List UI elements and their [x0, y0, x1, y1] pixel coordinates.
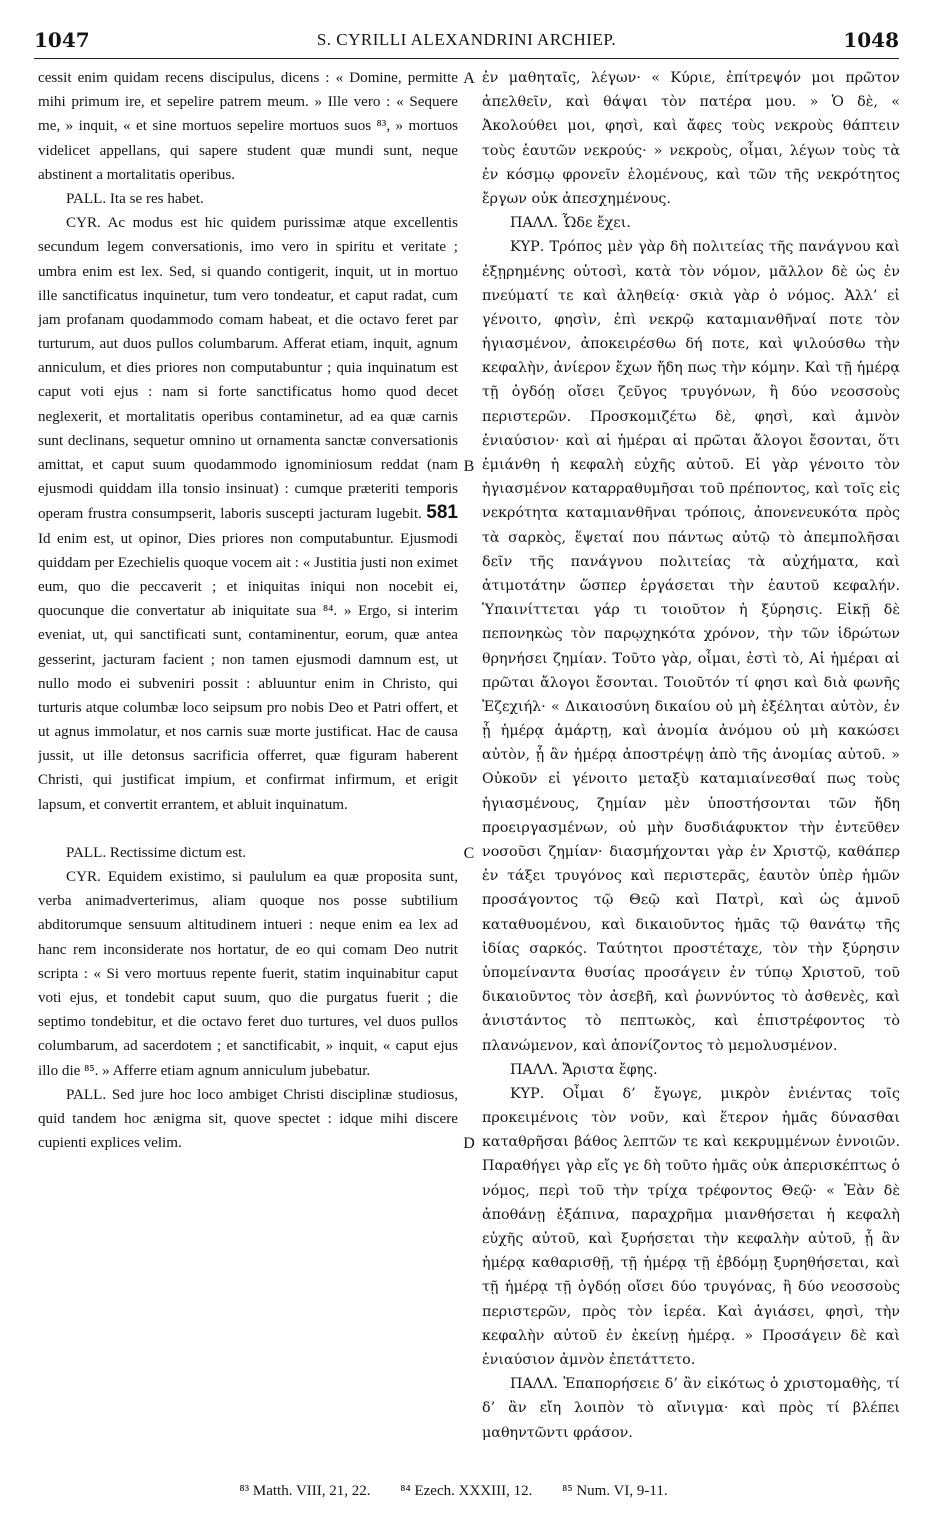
- latin-paragraph: [38, 187, 458, 211]
- latin-paragraph: [38, 841, 458, 865]
- latin-paragraph: [38, 211, 458, 817]
- speech-text: Ὧδε ἔχει.: [562, 215, 631, 232]
- margin-letter-c: C: [463, 845, 475, 862]
- speaker-label: ΠΑΛΛ.: [510, 215, 558, 232]
- page-number-right: 1048: [843, 28, 899, 52]
- speech-text: Ἄριστα ἔφης.: [562, 1061, 658, 1078]
- speech-text: Τρόπος μὲν γὰρ δὴ πολιτείας τῆς πανάγνου καὶ ἐξῃρημένης οὑτοσὶ, κατὰ τὸν νόμον, μᾶλλον δὲ ὡς ἐν πνεύματί τε καὶ ἀληθείᾳ· σκιὰ γὰρ ὁ νόμος. Ἀλλ’ εἰ γένοιτο, φησὶν, ἐπὶ νεκρῷ καταμιανθῆναί ποτε τὸν ἡγιασμένον, ἀποκειρέσθω δή ποτε, καὶ ψιλούσθω τὴν κεφαλὴν, ἀνίερον ἔχων ἤδη πως τὴν κόμην. Καὶ τῇ ἡμέρᾳ τῇ ὀγδόῃ οἴσει ζεῦγος τρυγόνων, ἢ δύο νεοσσοὺς περιστερῶν. Προσκομιζέτω δὲ, φησὶ, καὶ ἀμνὸν ἐνιαύσιον· καὶ αἱ ἡμέραι αἱ πρῶται ἄλογοι ἔσονται, ὅτι ἐμιάνθη ἡ κεφαλὴ εὐχῆς αὐτοῦ. Εἰ γὰρ γένοιτο τὸν ἡγιασμένον καταρραθυμῆσαι τοῦ πρέποντος, καὶ τοῖς εἰς νεκρότητα καταμιανθῆναι τρόποις, ἀπονενευκότα πρὸς τὰ σαρκὸς, ἕψεταί που πάντως αὐτῷ τὸ ἀπεμπολῆσαι δεῖν τῆς πανάγνου πολιτείας τὰ αὐχήματα, καὶ ἀτιμοτάτην ὥσπερ ἐργάσεται τὴν ἑαυτοῦ κεφαλήν. Ὑπαινίττεται γάρ τι τοιοῦτον ἡ ξύρησις. Εἰκῇ δὲ πεπονηκὼς τὸν παρῳχηκότα χρόνον, τὴν τῶν ἱδρώτων θρηνήσει ζημίαν. Τοῦτο γὰρ, οἶμαι, ἐστὶ τὸ, Αἱ ἡμέραι αἱ πρῶται ἄλογοι ἔσονται. Τοιοῦτόν τί φησι καὶ διὰ φωνῆς Ἐζεχιήλ· « Δικαιοσύνη δικαίου οὐ μὴ ἐξέληται αὐτὸν, ἐν ᾗ ἡμέρᾳ ἁμάρτῃ, καὶ ἀνομία ἀνόμου οὐ μὴ κακώσει αὐτὸν, ᾗ ἂν ἡμέρᾳ ἀποστρέψῃ ἀπὸ τῆς ἀνομίας αὐτοῦ. » Οὐκοῦν εἰ γένοιτο μεταξὺ καταμιαίνεσθαί πως τοὺς ἡγιασμένους, ζημίαν μὲν ὑποστήσονται τῶν ἤδη προειργασμένων, οὐ μὴν δυσδιάφυκτον τὴν ἐντεῦθεν νοσοῦσι ζημίαν· διασμήχονται γὰρ ἐν Χριστῷ, καθάπερ ἐν τάξει τρυγόνος καὶ περιστερᾶς, ἑαυτὸν ὑπὲρ ἡμῶν προσάγοντος τῷ Θεῷ καὶ Πατρὶ, καὶ ὡς ἀμνοῦ καταθυομένου, καὶ δικαιοῦντος ἡμᾶς τῷ θανάτῳ τῆς ἰδίας σαρκός. Ταύτητοι προστέταχε, τὸν τὴν ξύρησιν ὑπομείναντα θυσίας προσάγειν ἐν τύπῳ Χριστοῦ, τοῦ δικαιοῦντος τὸν ἀσεβῆ, καὶ ῥωννύντος τὸ ἀσθενὲς, καὶ ἀνιστάντος τὸ πεπτωκὸς, καὶ ἐπιστρέφοντος τὸ πλανώμενον, καὶ ἀπονίζοντος τὸ μεμολυσμένον.: [482, 239, 900, 1054]
- greek-paragraph: [482, 211, 900, 235]
- page-header: [34, 28, 899, 59]
- speaker-label: PALL.: [66, 1086, 107, 1103]
- speaker-label: PALL.: [66, 190, 107, 207]
- speaker-label: CYR.: [66, 215, 101, 232]
- latin-column: [38, 66, 458, 1155]
- footnotes: [60, 1483, 873, 1500]
- speech-text: Οἶμαι δ’ ἔγωγε, μικρὸν ἐνιέντας τοῖς προκειμένοις τὸν νοῦν, καὶ ἕτερον ἡμᾶς δύνασθαι καταθρῆσαι βάθος λεπτῶν τε καὶ κεκρυμμένων ἐννοιῶν. Παραθήγει γὰρ εἴς γε δὴ τοῦτο ἡμᾶς οὐκ ἀπερισκέπτως ὁ νόμος, περὶ τοῦ τὴν τρίχα τρέφοντος Θεῷ· « Ἐὰν δὲ ἀποθάνῃ ἐξάπινα, παραχρῆμα μιανθήσεται ἡ κεφαλὴ εὐχῆς αὐτοῦ, καὶ ξυρήσεται τὴν κεφαλὴν αὐτοῦ, ᾗ ἂν ἡμέρᾳ καθαρισθῇ, τῇ ἡμέρᾳ τῇ ἑβδόμῃ ξυρηθήσεται, καὶ τῇ ἡμέρᾳ τῇ ὀγδόῃ οἴσει δύο τρυγόνας, ἢ δύο νεοσσοὺς περιστερῶν, πρὸς τὸν ἱερέα. Καὶ ἁγιάσει, φησὶ, τὴν κεφαλὴν αὐτοῦ ἐν ἐκείνῃ ἡμέρᾳ. » Προσάγειν δὲ καὶ ἐνιαύσιον ἀμνὸν ἐπετάττετο.: [482, 1085, 900, 1368]
- speaker-label: ΚΥΡ.: [510, 239, 545, 256]
- page-number-left: 1047: [34, 28, 90, 52]
- speech-text: Ita se res habet.: [109, 190, 204, 207]
- speech-text: Equidem existimo, si paululum ea quæ proposita sunt, verba animadverterimus, aliam quoque nos posse subtilium abditorumque sensuum altitudinem intueri : neque enim ea lex ad hanc rem inconsiderate nos hortatur, de eo qui comam Deo nutrit scripta : « Si vero mortuus repente fuerit, statim inquinabitur caput voti ejus, et tondebit caput suum, quo die purgatus fuerit ; die septimo tondebitur, et die octavo feret duo turtures, vel duos pullos columbarum, ad sacerdotem ; et sanctificabit, » inquit, « caput ejus illo die ⁸⁵. » Afferre etiam agnum anniculum jubebatur.: [38, 869, 458, 1079]
- footnote: ⁸⁴ Ezech. XXXIII, 12.: [400, 1483, 533, 1499]
- speaker-label: ΠΑΛΛ.: [510, 1061, 558, 1078]
- latin-paragraph: [38, 865, 458, 1083]
- latin-paragraph: cessit enim quidam recens discipulus, dicens : « Domine, permitte mihi primum ire, et sepelire patrem meum. » Ille vero : « Sequere me, » inquit, « et sine mortuos sepelire mortuos suos ⁸³, » mortuos videlicet appellans, qui sapere student quæ mundi sunt, neque abstinent a mortalitatis operibus.: [38, 70, 458, 183]
- speaker-label: ΚΥΡ.: [510, 1085, 545, 1102]
- speaker-label: PALL.: [66, 844, 107, 861]
- greek-paragraph: [482, 1372, 900, 1445]
- footnote: ⁸³ Matth. VIII, 21, 22.: [239, 1483, 371, 1499]
- greek-column: [482, 66, 900, 1445]
- speech-text: Id enim est, ut opinor, Dies priores non computabuntur. Ejusmodi quiddam per Ezechielis quoque vocem ait : « Justitia justi non eximet eum, quo die peccaverit ; et iniquitas iniqui non nocebit ei, quocunque die convertatur ab iniquitate sua ⁸⁴. » Ergo, si interim eveniat, ut, qui sanctificati sunt, contaminentur, eorum, quæ antea gesserint, jacturam facient ; non tamen ejusmodi damnum est, ut nullo modo ei subveniri possit : abluuntur enim in Christo, qui turturis atque columbæ loco seipsum pro nobis Deo et Patri offert, et ut agnus immolatur, et nos carnis suæ morte justificat. Hac de causa jussit, ut ille detonsus sacrificia offerret, quæ figuram haberent Christi, qui justificat impium, et confirmat infirmum, et erigit lapsum, et convertit errantem, et abluit inquinatum.: [38, 530, 458, 813]
- speech-text: Ἐπαπορήσειε δ’ ἂν εἰκότως ὁ χριστομαθὴς, τί δ’ ἂν εἴη λοιπὸν τὸ αἴνιγμα· καὶ πρὸς τί βλέπει μαθηντῶντι φράσον.: [482, 1376, 900, 1441]
- speaker-label: ΠΑΛΛ.: [510, 1376, 558, 1393]
- speaker-label: CYR.: [66, 869, 101, 885]
- footnote: ⁸⁵ Num. VI, 9-11.: [562, 1483, 668, 1499]
- speech-text: Sed jure hoc loco ambiget Christi disciplinæ studiosus, quid tandem hoc ænigma sit, quove spectet : idque mihi discere cupienti explices velim.: [38, 1086, 458, 1152]
- speech-text: Rectissime dictum est.: [109, 844, 247, 861]
- latin-paragraph: [38, 1083, 458, 1156]
- speech-text: Ac modus est hic quidem purissimæ atque excellentis secundum legem conversationis, imo vero in spiritu et veritate ; umbra enim est lex. Sed, si quando contigerit, inquit, ut in mortuo ille sanctificatus inquinetur, tum vero tondeatur, et caput radat, cum jam profanam quodammodo comam habeat, et die octavo feret par turturum, aut duos pullos columbarum. Afferat etiam, inquit, agnum anniculum, et dies priores non computabuntur ; quia inquinatum est caput voti ejus : nam si forte sanctificatus homo quod decet neglexerit, et mortalitatis operibus contaminetur, ad ea quæ carnis sunt declinans, sequetur omnino ut ornamenta sanctæ conversationis amittat, et caput suum quodammodo ignominiosum reddat (nam ejusmodi quiddam illa tonsio insinuat) : cumque præteriti temporis operam frustra consumpserit, laboris suscepti jacturam lugebit.: [38, 215, 458, 523]
- greek-paragraph: [482, 235, 900, 1057]
- margin-letter-b: B: [463, 458, 475, 475]
- greek-paragraph: [482, 1058, 900, 1082]
- greek-paragraph: [482, 1082, 900, 1372]
- greek-paragraph: ἐν μαθηταῖς, λέγων· « Κύριε, ἐπίτρεψόν μοι πρῶτον ἀπελθεῖν, καὶ θάψαι τὸν πατέρα μου. » Ὁ δὲ, « Ἀκολούθει μοι, φησὶ, καὶ ἄφες τοὺς νεκροὺς θάπτειν τοὺς ἑαυτῶν νεκρούς· » νεκροὺς, οἶμαι, λέγων τοὺς τὰ ἐν κόσμῳ φρονεῖν ἑλομένους, καὶ τῶν τῆς νεκρότητος ἔργων οὐκ ἀπεσχημένους.: [482, 70, 900, 207]
- margin-letter-d: D: [463, 1135, 475, 1152]
- column-number: 581: [426, 502, 458, 524]
- margin-letter-a: A: [463, 70, 475, 87]
- running-head: S. CYRILLI ALEXANDRINI ARCHIEP.: [316, 30, 617, 49]
